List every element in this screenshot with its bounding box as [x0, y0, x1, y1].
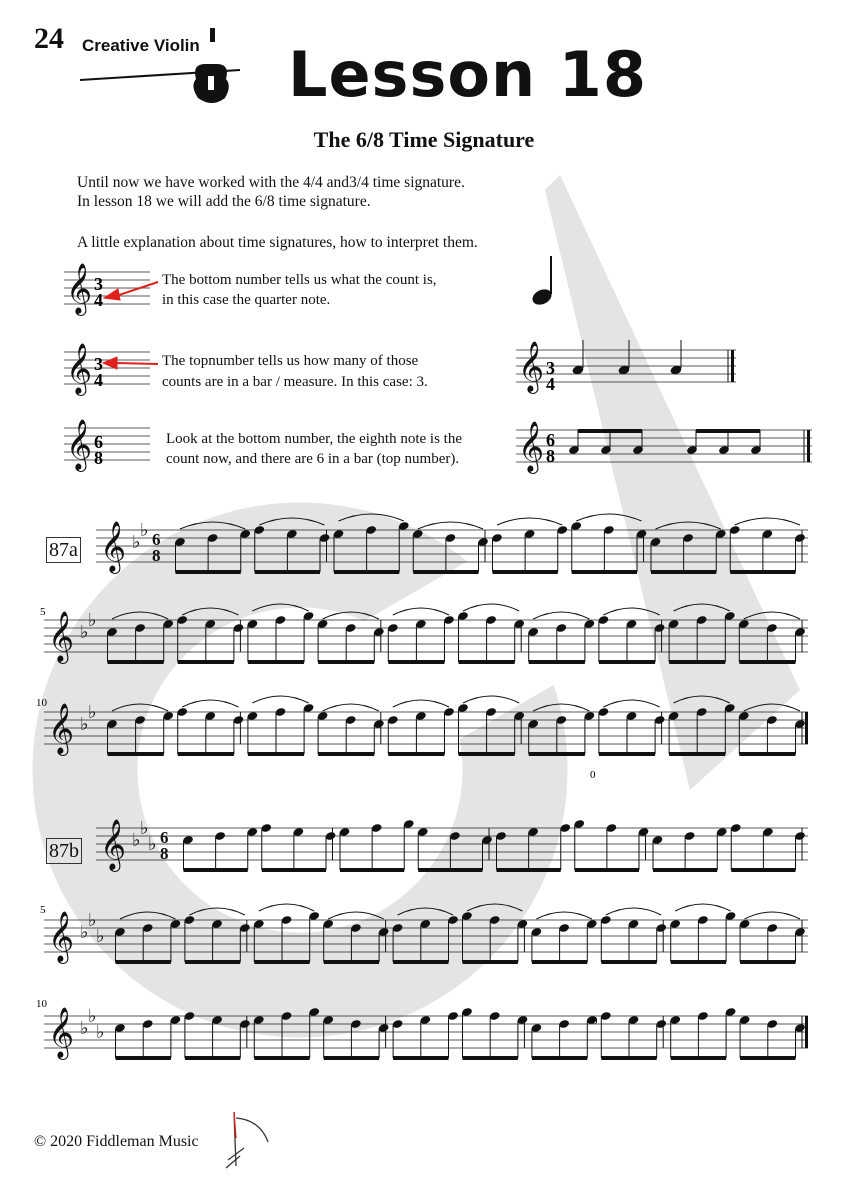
example-1-line-1: The bottom number tells us what the count is,	[162, 272, 437, 288]
measure-number-5b: 5	[40, 904, 46, 916]
svg-text:6: 6	[160, 828, 169, 847]
example-2-line-2: counts are in a bar / measure. In this case: 3.	[162, 374, 428, 390]
staff-lines	[44, 620, 808, 652]
exercise-label-87a: 87a	[46, 537, 81, 563]
ts2-top: 3	[94, 354, 103, 374]
flat-icon: ♭	[140, 520, 149, 540]
flat-icon: ♭	[80, 922, 89, 942]
flat-icon: ♭	[88, 702, 97, 722]
treble-clef-icon: 𝄞	[100, 820, 127, 869]
flat-icon: ♭	[96, 926, 105, 946]
intro-line-3: A little explanation about time signatures, how to interpret them.	[77, 234, 478, 251]
music-system	[44, 1006, 808, 1060]
subtitle: The 6/8 Time Signature	[313, 127, 535, 152]
ts4-top: 3	[546, 358, 555, 378]
music-system	[96, 514, 808, 574]
flat-icon: ♭	[80, 1018, 89, 1038]
example-time-signatures	[0, 0, 848, 500]
svg-text:6: 6	[152, 530, 161, 549]
svg-text:8: 8	[152, 546, 161, 565]
treble-clef-icon: 𝄞	[518, 342, 545, 391]
treble-clef-icon: 𝄞	[100, 522, 127, 571]
treble-clef-icon: 𝄞	[48, 1008, 75, 1057]
ts3-top: 6	[94, 432, 103, 452]
measure-number-5a: 5	[40, 606, 46, 618]
staff-lines	[96, 828, 808, 860]
flat-icon: ♭	[88, 910, 97, 930]
violinist-sketch-icon	[222, 1108, 272, 1172]
flat-icon: ♭	[132, 830, 141, 850]
example-2-line-1: The topnumber tells us how many of those	[162, 353, 419, 369]
treble-clef-icon: 𝄞	[48, 612, 75, 661]
fingering-b: 0	[592, 1015, 598, 1027]
treble-clef-icon: 𝄞	[66, 420, 93, 469]
brand-name: Creative Violin	[82, 36, 200, 55]
ts5-bottom: 8	[546, 446, 555, 466]
lesson-title: Lesson 18	[288, 38, 647, 111]
music-system	[44, 696, 808, 756]
staff-lines	[44, 712, 808, 744]
flat-icon: ♭	[80, 714, 89, 734]
flat-icon: ♭	[132, 532, 141, 552]
flat-icon: ♭	[88, 610, 97, 630]
intro-line-2: In lesson 18 we will add the 6/8 time signature.	[77, 193, 371, 210]
page-number: 24	[34, 22, 64, 55]
measure-number-10a: 10	[36, 697, 47, 709]
ts2-bottom: 4	[94, 370, 103, 390]
fingering-a: 0	[590, 769, 596, 781]
ts4-bottom: 4	[546, 374, 555, 394]
example-1-line-2: in this case the quarter note.	[162, 292, 331, 308]
intro-line-1: Until now we have worked with the 4/4 and3/4 time signature.	[77, 174, 465, 191]
example-3-line-2: count now, and there are 6 in a bar (top number).	[166, 451, 460, 467]
treble-clef-icon: 𝄞	[48, 704, 75, 753]
flat-icon: ♭	[140, 818, 149, 838]
music-system	[96, 818, 808, 872]
treble-clef-icon: 𝄞	[48, 912, 75, 961]
example-3-line-1: Look at the bottom number, the eighth note is the	[166, 431, 463, 447]
ts5-top: 6	[546, 430, 555, 450]
treble-clef-icon: 𝄞	[66, 344, 93, 393]
music-system	[44, 904, 808, 964]
music-score	[0, 490, 848, 1110]
music-system	[44, 604, 808, 664]
copyright: © 2020 Fiddleman Music	[34, 1133, 199, 1150]
exercise-label-87b: 87b	[46, 838, 82, 864]
flat-icon: ♭	[88, 1006, 97, 1026]
ts1-top: 3	[94, 274, 103, 294]
measure-number-10b: 10	[36, 998, 47, 1010]
flat-icon: ♭	[96, 1022, 105, 1042]
ts3-bottom: 8	[94, 448, 103, 468]
treble-clef-icon: 𝄞	[518, 422, 545, 471]
flat-icon: ♭	[80, 622, 89, 642]
ts1-bottom: 4	[94, 290, 103, 310]
flat-icon: ♭	[148, 834, 157, 854]
treble-clef-icon: 𝄞	[66, 264, 93, 313]
svg-text:8: 8	[160, 844, 169, 863]
